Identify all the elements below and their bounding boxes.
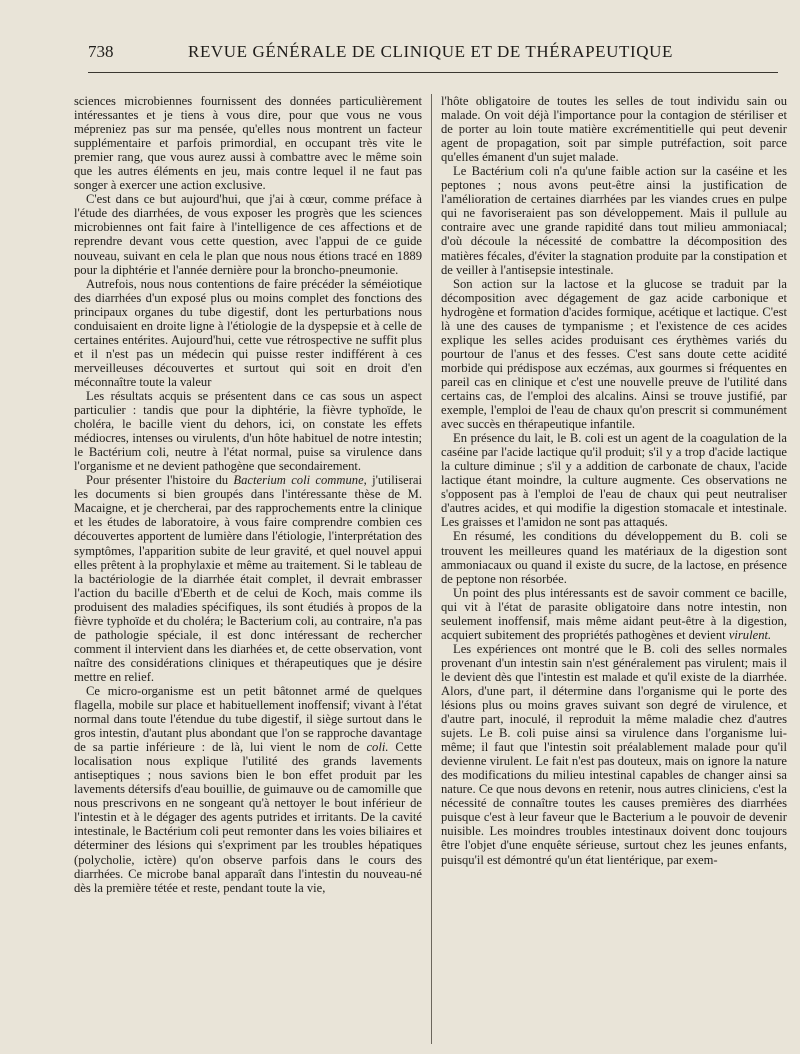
header-rule <box>88 72 778 73</box>
text-run: Pour présenter l'histoire du <box>86 473 234 488</box>
paragraph: Son action sur la lactose et la glucose se traduit par la décomposition avec dégagement de gaz acide carbonique et hydrogène et formation d'acides formique, acétique et lactique. C'est là une des causes de tympanisme ; et l'existence de ces acides explique les selles acides produisant ces érythèmes variés du pourtour de l'anus et des fesses. C'est sans doute cette acidité morbide qui prédispose aux eczémas, aux gourmes si fréquentes en pareil cas en clinique et c'est une nouvelle preuve de l'utilité dans certains cas, de l'emploi des alcalins. Ainsi se trouve justifié, par exemple, l'emploi de l'eau de chaux qu'on prescrit si communément avec succès en thérapeutique infantile. <box>441 276 787 432</box>
page-number: 738 <box>88 42 114 61</box>
paragraph: Les résultats acquis se présentent dans ce cas sous un aspect particulier : tandis que pour la diphtérie, la fièvre typhoïde, le choléra, le bacille vient du dehors, ici, on constate les effets médiocres, intenses ou virulents, d'un hôte habituel de notre intestin; le Bactérium coli, neutre à l'état normal, puise sa virulence dans l'organisme et ne devient pathogène que secondairement. <box>74 388 422 474</box>
text-run: Ce micro-organisme est un petit bâtonnet armé de quelques flagella, mobile sur place et habituellement inoffensif; vivant à l'état normal dans toute l'étendue du tube digestif, il siège surtout dans le gros intestin, d'autant plus abondant que l'on se rapproche davantage de sa partie inférieure : de là, lui vient le nom de <box>74 683 422 755</box>
paragraph: En présence du lait, le B. coli est un agent de la coagulation de la caséine par l'acide lactique qu'il produit; s'il y a trop d'acide lactique la culture diminue ; s'il y a addition de carbonate de chaux, l'acide lactique étant moindre, la culture augmente. Ces observations ne s'opposent pas à l'emploi de l'eau de chaux qui peut neutraliser d'autres acides, et qui modifie la digestion stomacale et intestinale. Les graisses et l'amidon ne sont pas attaqués. <box>441 431 787 530</box>
paragraph: Les expériences ont montré que le B. coli des selles normales provenant d'un intestin sain n'est généralement pas virulent; mais il le devient dès que l'intestin est malade et qu'il existe de la diarrhée. Alors, d'une part, il détermine dans l'organisme qui le porte des lésions plus ou moins graves suivant son degré de virulence, et d'autre part, inoculé, il reproduit la même maladie chez d'autres sujets. Le B. coli puise ainsi sa virulence dans l'organisme lui-même; il faut que l'intestin soit préalablement malade pour qu'il devienne virulent. Le fait n'est pas douteux, mais on ignore la nature des modifications du milieu intestinal capables de changer ainsi sa nature. Ce que nous devons en retenir, nous autres cliniciens, c'est la nécessité de connaître toutes les causes premières des diarrhées puisque c'est à leur faveur que le Bacterium a le pouvoir de devenir nuisible. Les moindres troubles intestinaux doivent donc toujours être l'objet d'une enquête sérieuse, surtout chez les jeunes enfants, puisqu'il est démontré qu'un état lientérique, par exem- <box>441 641 787 867</box>
paragraph: l'hôte obligatoire de toutes les selles de tout individu sain ou malade. On voit déjà l'importance pour la contagion de stériliser et de porter au loin toute matière excrémentitielle qui peut devenir agent de propagation, soit par simple putréfaction, soit parce qu'elles émanent d'un sujet malade. <box>441 94 787 165</box>
emphasis: coli. <box>366 740 389 755</box>
journal-title: REVUE GÉNÉRALE DE CLINIQUE ET DE THÉRAPEUTIQUE <box>188 42 673 61</box>
paragraph: sciences microbiennes fournissent des données particulièrement intéressantes et je tiens à vous dire, pour que vous ne vous mépreniez pas sur ma pensée, qu'elles nous montrent un facteur supplémentaire et parfois primordial, en occupant très vite le premier rang, que vous aurez aussi à combattre avec le même soin que les autres éléments en jeu, mais contre lequel il ne faut pas songer à exercer une action exclusive. <box>74 94 422 193</box>
paragraph <box>74 473 422 684</box>
text-run: Cette localisation nous explique l'utilité des grands lavements antiseptiques ; nous savions bien le bon effet produit par les lavements détersifs d'eau bouillie, de guimauve ou de camomille que nous prescrivons en ne songeant qu'à nettoyer le bout inférieur de l'intestin et à le dégager des agents putrides et irritants. De la cavité intestinale, le Bactérium coli peut remonter dans les voies biliaires et déterminer des lésions qui s'expriment par les troubles hépatiques (polycholie, ictère) qu'on observe parfois dans le cours des diarrhées. Ce microbe banal apparaît dans l'intestin du nouveau-né dès la première tétée et reste, pendant toute la vie, <box>74 740 422 895</box>
emphasis: virulent. <box>728 627 772 642</box>
text-run: , j'utiliserai les documents si bien groupés dans l'intéressante thèse de M. Macaigne, et je chercherai, par des rapprochements entre la clinique et les études de laboratoire, à vous faire comprendre combien ces découvertes apportent de lumière dans l'étiologie, l'interprétation des symptômes, l'apparition subite de leur gravité, et quel nouvel appui elles prêtent à la prophylaxie et même au traitement. Si le tableau de la bactériologie de la diarrhée était complet, il devrait embrasser l'action du bacille d'Eberth et de celui de Koch, mais comme ils produisent des maladies spécifiques, ils sont étudiés à propos de la fièvre typhoïde et du choléra; le Bacterium coli, au contraire, n'a pas de pathologie spéciale, il est donc intéressant de rechercher comment il intervient dans les diarhées et, de cette observation, vont naître des considérations cliniques et thérapeutiques que je désire mettre en relief. <box>74 473 422 684</box>
paragraph: En résumé, les conditions du développement du B. coli se trouvent les meilleures quand les matériaux de la digestion sont ammoniacaux ou quand il existe du sucre, de la lactose, en présence de peptone non résorbée. <box>441 529 787 586</box>
species-name: Bacterium coli commune <box>233 473 364 488</box>
left-column <box>74 94 422 895</box>
paragraph: Autrefois, nous nous contentions de faire précéder la séméiotique des diarrhées d'un exposé plus ou moins complet des fonctions des principaux organes du tube digestif, dont les perturbations nous conduisaient en droite ligne à l'étiologie de la dyspepsie et à celle de certaines entérites. Aujourd'hui, cette vue rétrospective ne suffit plus et il n'est pas un médecin qui puisse rester indifférent à ces merveilleuses découvertes et surtout qui soit en droit d'en méconnaître toute la valeur <box>74 276 422 389</box>
right-column <box>441 94 787 867</box>
paragraph: C'est dans ce but aujourd'hui, que j'ai à cœur, comme préface à l'étude des diarrhées, de vous exposer les progrès que les sciences microbiennes ont fait faire à l'intelligence de ces affections et de reprendre devant vous cette question, avec l'appui de ce guide nouveau, suivant en cela le plan que nous nous étions tracé en 1889 pour la diphtérie et l'année dernière pour la broncho-pneumonie. <box>74 192 422 277</box>
paragraph <box>74 684 422 895</box>
text-run: Un point des plus intéressants est de savoir comment ce bacille, qui vit à l'état de parasite obligatoire dans notre intestin, non seulement inoffensif, mais même aidant peut-être à la digestion, acquiert subitement des propriétés pathogènes et devient <box>441 585 787 642</box>
column-divider <box>431 94 432 1044</box>
paragraph <box>441 586 787 642</box>
paragraph: Le Bactérium coli n'a qu'une faible action sur la caséine et les peptones ; nous avons peut-être ainsi la justification de l'amélioration de certaines diarrhées par les viandes crues en pulpe qui ne favoriseraient pas son développement. Mais il pullule au contraire avec une grande rapidité dans tout milieu ammoniacal; d'où découle la nécessité de combattre la décomposition des matières fécales, d'éviter la stagnation produite par la constipation et de veiller à l'antisepsie intestinale. <box>441 164 787 277</box>
running-head <box>88 42 776 68</box>
